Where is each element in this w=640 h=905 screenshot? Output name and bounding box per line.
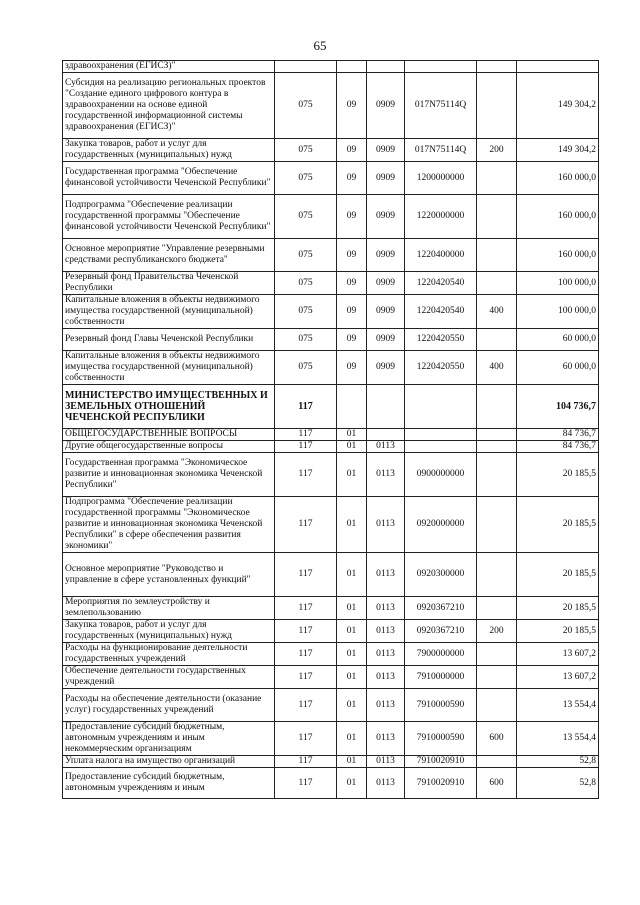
cell-expense-type	[477, 329, 517, 351]
cell-section: 01	[337, 689, 367, 722]
cell-expense-type: 600	[477, 768, 517, 799]
cell-section	[337, 61, 367, 73]
cell-subsection: 0113	[367, 597, 405, 620]
cell-ministry-code: 075	[275, 162, 337, 195]
table-row	[63, 643, 599, 666]
cell-expense-type: 400	[477, 295, 517, 329]
cell-amount: 13 607,2	[517, 643, 599, 666]
cell-expense-type	[477, 239, 517, 272]
cell-section: 01	[337, 620, 367, 643]
cell-target-article: 1220420550	[405, 351, 477, 385]
cell-amount: 100 000,0	[517, 272, 599, 295]
cell-amount: 60 000,0	[517, 329, 599, 351]
cell-target-article	[405, 429, 477, 441]
cell-expense-type	[477, 385, 517, 429]
cell-section: 01	[337, 553, 367, 597]
table-row	[63, 441, 599, 453]
cell-ministry-code: 117	[275, 666, 337, 689]
cell-expense-type	[477, 73, 517, 139]
cell-name: Мероприятия по землеустройству и землепользованию	[63, 597, 275, 620]
cell-subsection: 0909	[367, 295, 405, 329]
cell-section: 09	[337, 351, 367, 385]
cell-ministry-code: 117	[275, 429, 337, 441]
cell-name: Резервный фонд Главы Чеченской Республики	[63, 329, 275, 351]
cell-ministry-code: 117	[275, 385, 337, 429]
table-row	[63, 553, 599, 597]
budget-table-body	[63, 61, 599, 799]
cell-target-article: 0920300000	[405, 553, 477, 597]
cell-expense-type	[477, 756, 517, 768]
cell-name: Государственная программа "Экономическое развитие и инновационная экономика Чеченской Республики"	[63, 453, 275, 497]
cell-amount: 84 736,7	[517, 441, 599, 453]
cell-ministry-code: 117	[275, 620, 337, 643]
cell-expense-type	[477, 441, 517, 453]
cell-section: 09	[337, 329, 367, 351]
cell-subsection	[367, 429, 405, 441]
cell-target-article: 7910020910	[405, 756, 477, 768]
cell-expense-type	[477, 272, 517, 295]
cell-ministry-code: 117	[275, 756, 337, 768]
table-row	[63, 453, 599, 497]
cell-amount: 104 736,7	[517, 385, 599, 429]
cell-name: ОБЩЕГОСУДАРСТВЕННЫЕ ВОПРОСЫ	[63, 429, 275, 441]
table-row	[63, 722, 599, 756]
cell-ministry-code: 075	[275, 195, 337, 239]
cell-expense-type	[477, 553, 517, 597]
cell-name: Предоставление субсидий бюджетным, автономным учреждениям и иным	[63, 768, 275, 799]
cell-amount: 100 000,0	[517, 295, 599, 329]
cell-section: 09	[337, 162, 367, 195]
table-row	[63, 666, 599, 689]
cell-section: 01	[337, 497, 367, 553]
cell-ministry-code: 075	[275, 351, 337, 385]
cell-expense-type	[477, 453, 517, 497]
cell-subsection: 0909	[367, 239, 405, 272]
table-row	[63, 597, 599, 620]
cell-name: МИНИСТЕРСТВО ИМУЩЕСТВЕННЫХ И ЗЕМЕЛЬНЫХ ОТНОШЕНИЙ ЧЕЧЕНСКОЙ РЕСПУБЛИКИ	[63, 385, 275, 429]
cell-subsection: 0909	[367, 272, 405, 295]
cell-subsection: 0113	[367, 553, 405, 597]
cell-target-article: 1220420540	[405, 272, 477, 295]
cell-ministry-code: 117	[275, 689, 337, 722]
cell-ministry-code: 117	[275, 722, 337, 756]
cell-amount: 52,8	[517, 768, 599, 799]
table-row	[63, 272, 599, 295]
cell-name: Капитальные вложения в объекты недвижимого имущества государственной (муниципальной) собственности	[63, 295, 275, 329]
cell-target-article	[405, 61, 477, 73]
cell-target-article: 0900000000	[405, 453, 477, 497]
cell-ministry-code: 117	[275, 453, 337, 497]
cell-target-article: 017N75114Q	[405, 73, 477, 139]
cell-target-article: 7910000590	[405, 689, 477, 722]
cell-section: 01	[337, 441, 367, 453]
table-row	[63, 620, 599, 643]
cell-amount: 149 304,2	[517, 73, 599, 139]
cell-subsection: 0909	[367, 139, 405, 162]
cell-subsection: 0113	[367, 768, 405, 799]
cell-target-article: 1200000000	[405, 162, 477, 195]
cell-expense-type	[477, 689, 517, 722]
cell-name: Закупка товаров, работ и услуг для государственных (муниципальных) нужд	[63, 620, 275, 643]
table-row	[63, 689, 599, 722]
cell-amount: 20 185,5	[517, 497, 599, 553]
cell-section: 09	[337, 73, 367, 139]
budget-table	[62, 60, 599, 799]
cell-name: Закупка товаров, работ и услуг для государственных (муниципальных) нужд	[63, 139, 275, 162]
table-row	[63, 429, 599, 441]
cell-section: 09	[337, 239, 367, 272]
table-row	[63, 768, 599, 799]
cell-ministry-code: 075	[275, 139, 337, 162]
cell-subsection: 0113	[367, 620, 405, 643]
cell-name: Основное мероприятие "Управление резервными средствами республиканского бюджета"	[63, 239, 275, 272]
cell-amount: 13 607,2	[517, 666, 599, 689]
cell-subsection: 0113	[367, 441, 405, 453]
cell-amount: 20 185,5	[517, 597, 599, 620]
cell-subsection: 0113	[367, 756, 405, 768]
cell-target-article	[405, 441, 477, 453]
cell-expense-type: 200	[477, 139, 517, 162]
cell-name: Предоставление субсидий бюджетным, автономным учреждениям и иным некоммерческим организациям	[63, 722, 275, 756]
cell-target-article: 0920000000	[405, 497, 477, 553]
cell-amount: 20 185,5	[517, 453, 599, 497]
cell-amount: 149 304,2	[517, 139, 599, 162]
cell-name: Государственная программа "Обеспечение финансовой устойчивости Чеченской Республики"	[63, 162, 275, 195]
cell-amount: 20 185,5	[517, 620, 599, 643]
cell-amount	[517, 61, 599, 73]
cell-ministry-code: 075	[275, 73, 337, 139]
table-row	[63, 756, 599, 768]
cell-subsection: 0113	[367, 453, 405, 497]
cell-section: 01	[337, 643, 367, 666]
cell-expense-type: 600	[477, 722, 517, 756]
cell-subsection: 0113	[367, 666, 405, 689]
cell-name: здравоохранения (ЕГИСЗ)"	[63, 61, 275, 73]
table-row	[63, 497, 599, 553]
cell-expense-type	[477, 429, 517, 441]
cell-amount: 52,8	[517, 756, 599, 768]
cell-section: 09	[337, 195, 367, 239]
cell-expense-type: 400	[477, 351, 517, 385]
cell-ministry-code: 117	[275, 553, 337, 597]
cell-name: Подпрограмма "Обеспечение реализации государственной программы "Экономическое развитие и инновационная экономика Чеченской Республики" в сфере обеспечения развития экономики"	[63, 497, 275, 553]
cell-subsection: 0909	[367, 195, 405, 239]
cell-expense-type	[477, 195, 517, 239]
cell-section	[337, 385, 367, 429]
cell-ministry-code: 117	[275, 497, 337, 553]
cell-ministry-code: 117	[275, 441, 337, 453]
cell-ministry-code: 117	[275, 768, 337, 799]
cell-amount: 20 185,5	[517, 553, 599, 597]
cell-expense-type	[477, 597, 517, 620]
cell-ministry-code: 117	[275, 597, 337, 620]
page-number: 65	[313, 38, 327, 53]
cell-subsection	[367, 385, 405, 429]
cell-name: Расходы на функционирование деятельности государственных учреждений	[63, 643, 275, 666]
cell-amount: 84 736,7	[517, 429, 599, 441]
cell-section: 01	[337, 722, 367, 756]
table-row	[63, 195, 599, 239]
table-row	[63, 162, 599, 195]
cell-section: 09	[337, 139, 367, 162]
cell-subsection: 0909	[367, 73, 405, 139]
table-row	[63, 139, 599, 162]
cell-name: Расходы на обеспечение деятельности (оказание услуг) государственных учреждений	[63, 689, 275, 722]
cell-target-article: 7910000590	[405, 722, 477, 756]
cell-amount: 160 000,0	[517, 239, 599, 272]
cell-name: Резервный фонд Правительства Чеченской Республики	[63, 272, 275, 295]
cell-ministry-code: 075	[275, 295, 337, 329]
cell-name: Субсидия на реализацию региональных проектов "Создание единого цифрового контура в здравоохранении на основе единой государственной информационной системы здравоохранения (ЕГИСЗ)"	[63, 73, 275, 139]
cell-subsection: 0909	[367, 162, 405, 195]
cell-section: 01	[337, 666, 367, 689]
cell-target-article: 7910020910	[405, 768, 477, 799]
cell-ministry-code: 075	[275, 272, 337, 295]
cell-section: 01	[337, 453, 367, 497]
cell-target-article: 017N75114Q	[405, 139, 477, 162]
cell-section: 09	[337, 295, 367, 329]
cell-target-article: 7900000000	[405, 643, 477, 666]
cell-ministry-code	[275, 61, 337, 73]
cell-section: 01	[337, 768, 367, 799]
cell-expense-type	[477, 643, 517, 666]
table-row	[63, 73, 599, 139]
cell-subsection: 0113	[367, 643, 405, 666]
cell-section: 01	[337, 429, 367, 441]
cell-ministry-code: 117	[275, 643, 337, 666]
cell-expense-type	[477, 162, 517, 195]
cell-target-article: 1220000000	[405, 195, 477, 239]
cell-expense-type	[477, 497, 517, 553]
cell-name: Уплата налога на имущество организаций	[63, 756, 275, 768]
table-row	[63, 239, 599, 272]
cell-target-article: 1220400000	[405, 239, 477, 272]
cell-section: 01	[337, 597, 367, 620]
cell-subsection: 0909	[367, 329, 405, 351]
cell-expense-type: 200	[477, 620, 517, 643]
table-row	[63, 351, 599, 385]
cell-target-article: 1220420540	[405, 295, 477, 329]
cell-amount: 60 000,0	[517, 351, 599, 385]
cell-name: Капитальные вложения в объекты недвижимого имущества государственной (муниципальной) собственности	[63, 351, 275, 385]
cell-ministry-code: 075	[275, 239, 337, 272]
table-row	[63, 61, 599, 73]
cell-subsection: 0909	[367, 351, 405, 385]
cell-amount: 13 554,4	[517, 689, 599, 722]
table-row	[63, 295, 599, 329]
cell-amount: 160 000,0	[517, 162, 599, 195]
cell-target-article: 0920367210	[405, 620, 477, 643]
cell-ministry-code: 075	[275, 329, 337, 351]
table-row	[63, 385, 599, 429]
cell-target-article: 7910000000	[405, 666, 477, 689]
cell-amount: 13 554,4	[517, 722, 599, 756]
cell-amount: 160 000,0	[517, 195, 599, 239]
cell-subsection: 0113	[367, 722, 405, 756]
cell-name: Подпрограмма "Обеспечение реализации государственной программы "Обеспечение финансовой устойчивости Чеченской Республики"	[63, 195, 275, 239]
cell-target-article: 0920367210	[405, 597, 477, 620]
cell-section: 01	[337, 756, 367, 768]
cell-name: Другие общегосударственные вопросы	[63, 441, 275, 453]
cell-section: 09	[337, 272, 367, 295]
cell-subsection: 0113	[367, 497, 405, 553]
cell-subsection: 0113	[367, 689, 405, 722]
cell-subsection	[367, 61, 405, 73]
table-row	[63, 329, 599, 351]
cell-target-article	[405, 385, 477, 429]
cell-name: Основное мероприятие "Руководство и управление в сфере установленных функций"	[63, 553, 275, 597]
cell-target-article: 1220420550	[405, 329, 477, 351]
cell-name: Обеспечение деятельности государственных учреждений	[63, 666, 275, 689]
cell-expense-type	[477, 666, 517, 689]
cell-expense-type	[477, 61, 517, 73]
